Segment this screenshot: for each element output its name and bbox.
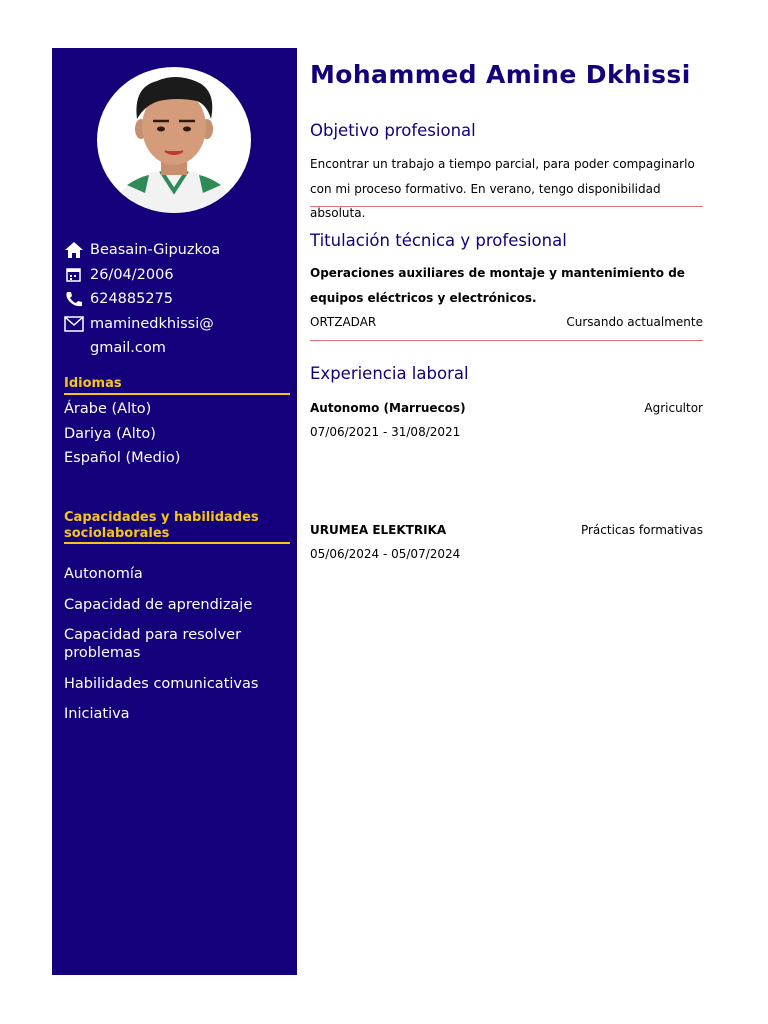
- skill-item: Habilidades comunicativas: [64, 675, 259, 692]
- objective-text: Encontrar un trabajo a tiempo parcial, para poder compaginarlo con mi proceso formativo. En verano, tengo disponibilidad absoluta.: [310, 157, 695, 220]
- education-status: Cursando actualmente: [566, 315, 703, 329]
- education-meta-row: [310, 314, 703, 330]
- contact-birthdate: [64, 266, 289, 291]
- skills-list: [64, 565, 289, 736]
- contact-email-continued: [64, 339, 289, 364]
- contact-location: [64, 241, 289, 266]
- home-icon: [64, 241, 84, 259]
- job-header-row: [310, 400, 703, 416]
- skills-heading-line2: sociolaborales: [64, 525, 170, 541]
- languages-heading: Idiomas: [64, 376, 290, 395]
- education-school: ORTZADAR: [310, 315, 377, 329]
- email-text-line2: gmail.com: [90, 340, 166, 356]
- experience-title: Experiencia laboral: [310, 364, 469, 383]
- skill-item: Capacidad de aprendizaje: [64, 596, 253, 613]
- skills-heading-line1: Capacidades y habilidades: [64, 510, 259, 525]
- education-title: Titulación técnica y profesional: [310, 231, 567, 250]
- candidate-name: Mohammed Amine Dkhissi: [310, 60, 691, 89]
- profile-photo: [97, 67, 251, 213]
- job-dates-row: [310, 546, 703, 562]
- birthdate-text: 26/04/2006: [90, 266, 174, 283]
- phone-icon: [64, 290, 84, 308]
- languages-list: [64, 400, 289, 474]
- contact-phone: [64, 290, 289, 315]
- objective-title: Objetivo profesional: [310, 121, 476, 140]
- language-item: Árabe (Alto): [64, 401, 152, 417]
- job-employer: Autonomo (Marruecos): [310, 401, 466, 415]
- envelope-icon: [64, 315, 84, 333]
- contact-info: [64, 241, 289, 364]
- section-divider: [310, 206, 703, 207]
- skill-item: Autonomía: [64, 566, 143, 582]
- job-dates-row: [310, 424, 703, 440]
- job-role: Agricultor: [644, 401, 703, 415]
- location-text: Beasain-Gipuzkoa: [90, 242, 221, 258]
- language-item: Dariya (Alto): [64, 425, 156, 442]
- job-dates: 07/06/2021 - 31/08/2021: [310, 425, 461, 439]
- skill-item: Capacidad para resolver problemas: [64, 627, 242, 661]
- job-dates: 05/06/2024 - 05/07/2024: [310, 547, 461, 561]
- calendar-icon: [64, 266, 84, 284]
- job-header-row: [310, 522, 703, 538]
- language-item: Español (Medio): [64, 450, 181, 466]
- phone-text: 624885275: [90, 291, 174, 307]
- skills-heading: [64, 510, 290, 544]
- job-employer: URUMEA ELEKTRIKA: [310, 523, 447, 537]
- sidebar: [52, 48, 297, 975]
- section-divider: [310, 340, 703, 341]
- job-role: Prácticas formativas: [580, 523, 703, 537]
- skill-item: Iniciativa: [64, 706, 130, 722]
- education-degree: Operaciones auxiliares de montaje y mantenimiento de equipos eléctricos y electrónicos.: [310, 266, 685, 305]
- email-text-line1: maminedkhissi@: [90, 315, 214, 332]
- contact-email: [64, 315, 289, 340]
